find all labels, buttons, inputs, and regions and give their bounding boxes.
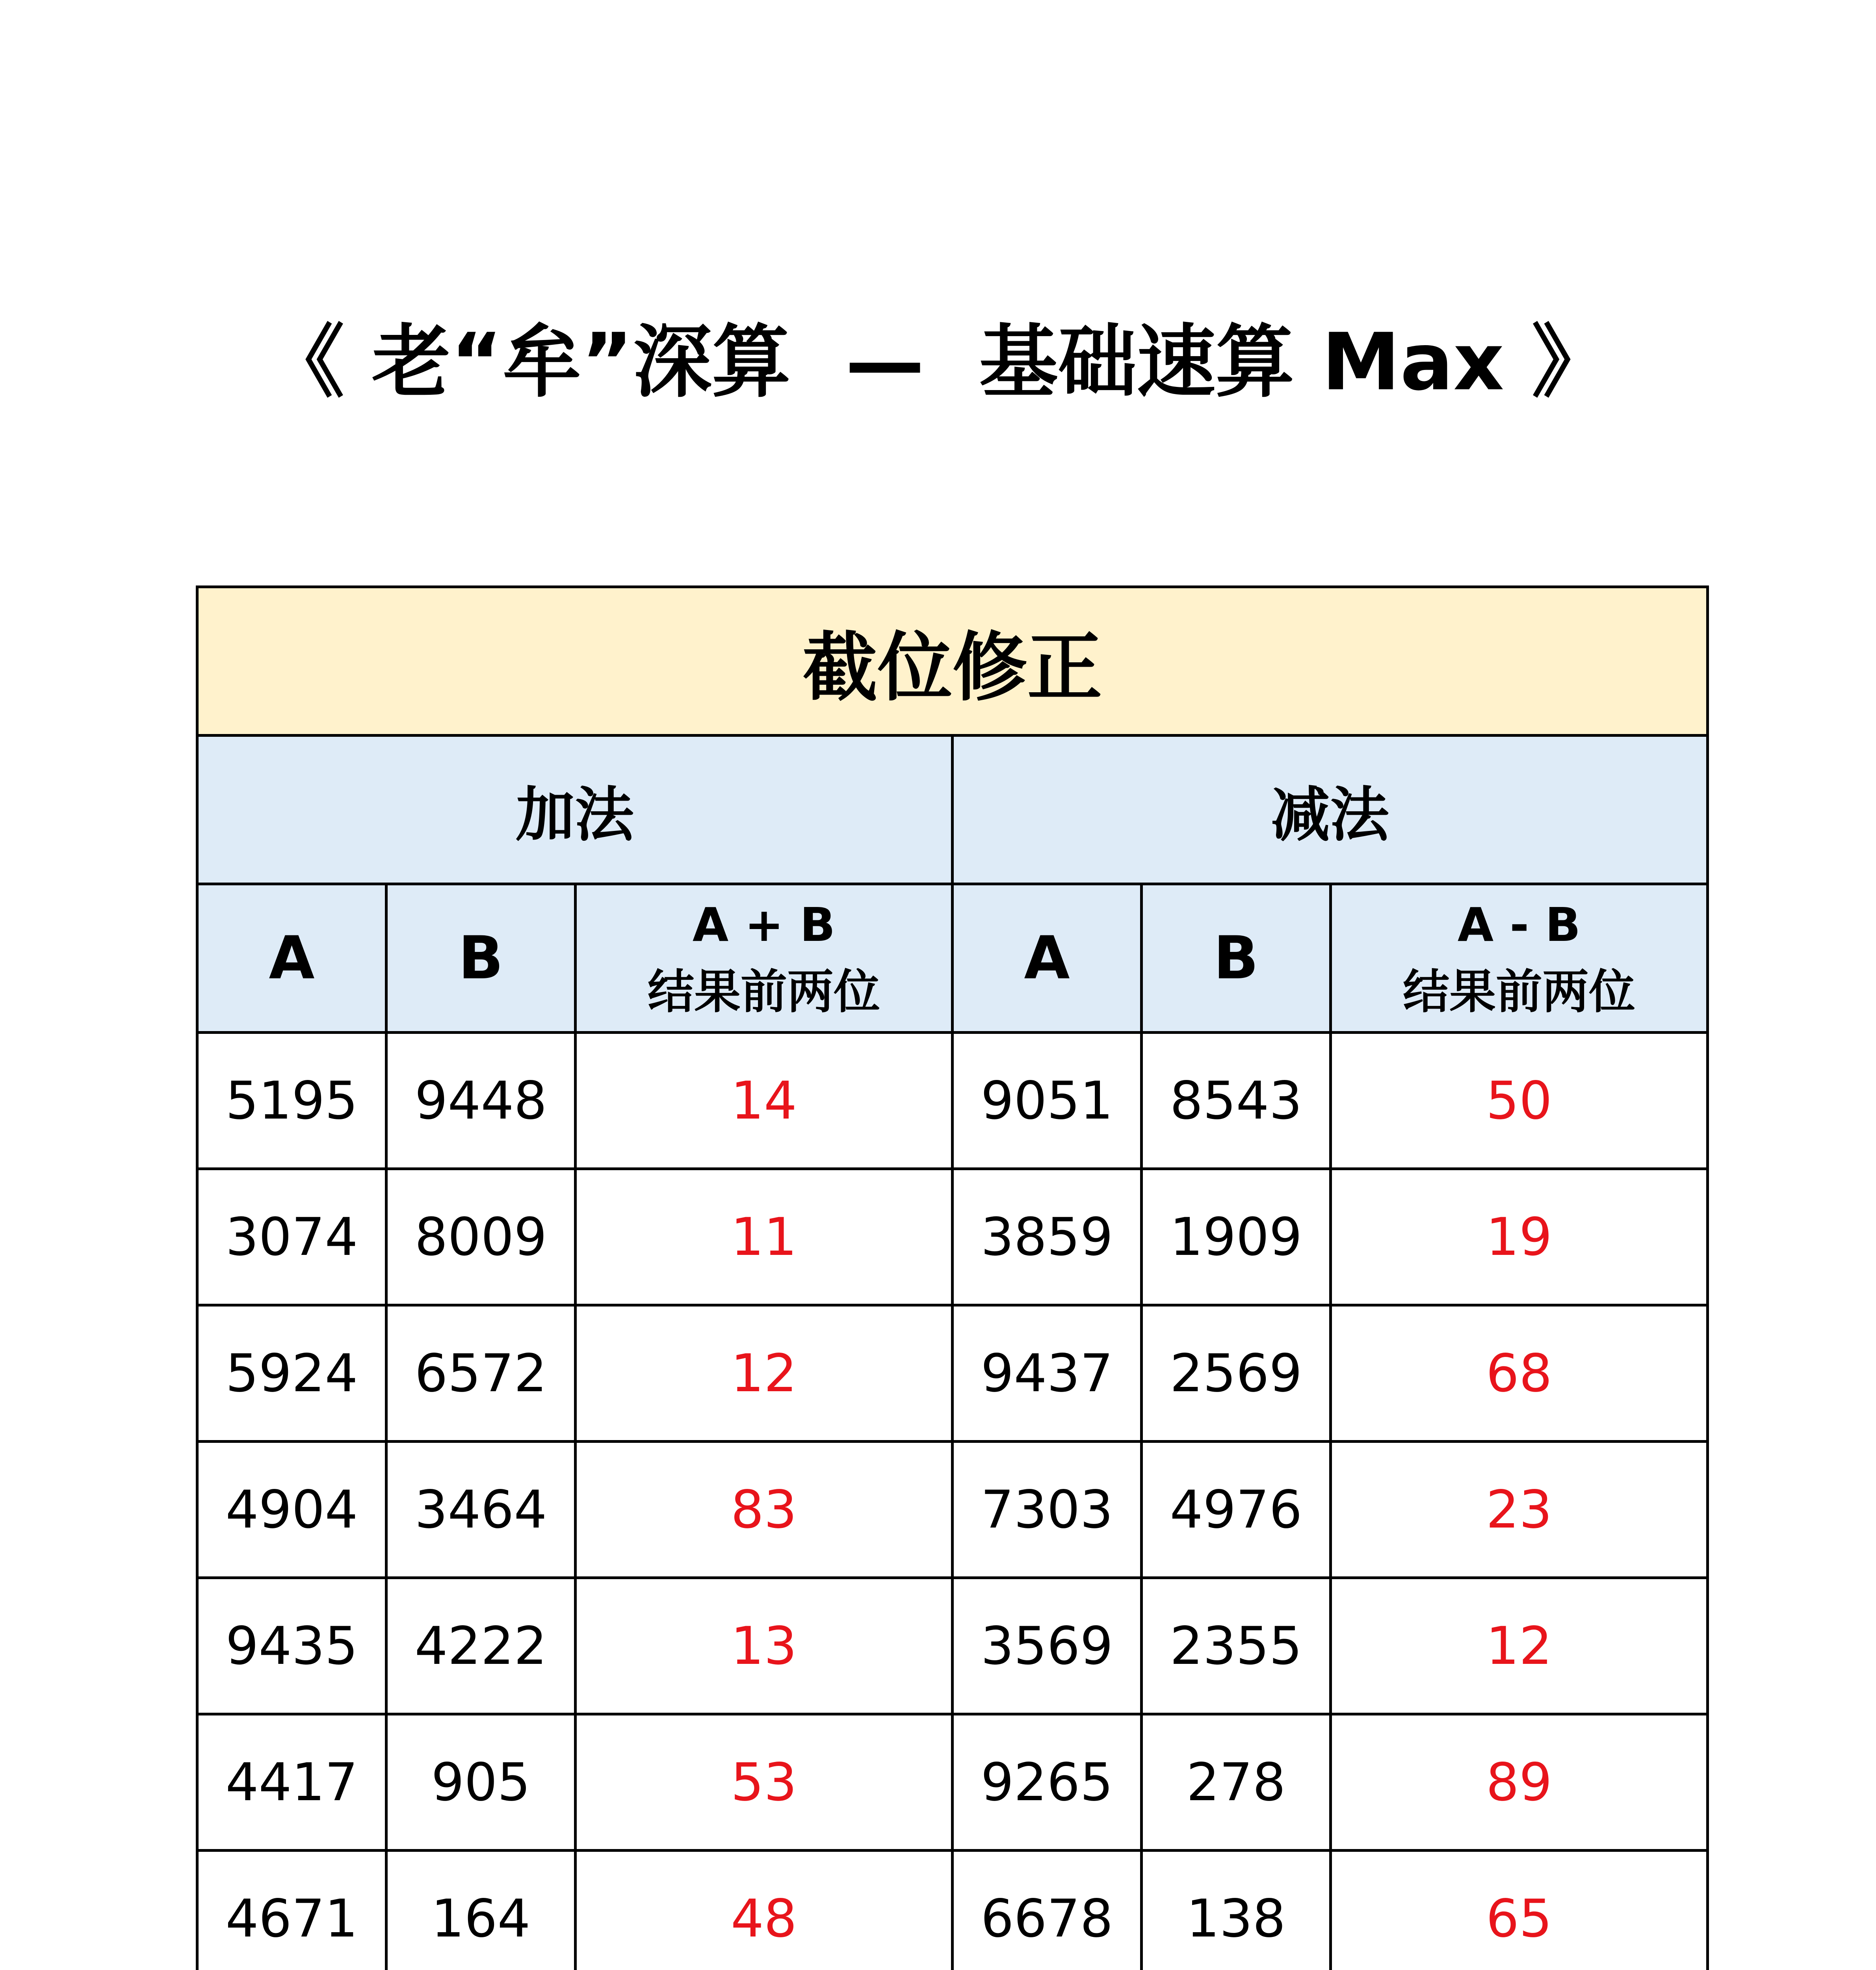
subtraction-result-cell: 89 bbox=[1331, 1714, 1708, 1851]
addition-b-cell: 3464 bbox=[386, 1442, 576, 1578]
page-title: 《 老“牟”深算 — 基础速算 Max 》 bbox=[266, 316, 1610, 408]
subtraction-b-cell: 8543 bbox=[1142, 1033, 1331, 1169]
addition-result-cell: 53 bbox=[576, 1714, 953, 1851]
addition-a-cell: 4904 bbox=[197, 1442, 386, 1578]
addition-result-cell: 11 bbox=[576, 1169, 953, 1305]
addition-b-cell: 8009 bbox=[386, 1169, 576, 1305]
addition-b-cell: 4222 bbox=[386, 1578, 576, 1714]
addition-b-cell: 9448 bbox=[386, 1033, 576, 1169]
table-row bbox=[197, 1305, 1708, 1442]
subtraction-b-cell: 138 bbox=[1142, 1851, 1331, 1970]
subtraction-result-formula: A - B bbox=[1457, 898, 1581, 952]
subtraction-b-cell: 278 bbox=[1142, 1714, 1331, 1851]
addition-b-cell: 6572 bbox=[386, 1305, 576, 1442]
addition-a-cell: 5924 bbox=[197, 1305, 386, 1442]
addition-result-cell: 13 bbox=[576, 1578, 953, 1714]
drill-table bbox=[196, 585, 1709, 1970]
addition-result-formula: A + B bbox=[692, 898, 836, 952]
addition-result-cell: 12 bbox=[576, 1305, 953, 1442]
subtraction-a-cell: 9437 bbox=[953, 1305, 1142, 1442]
table-row bbox=[197, 1714, 1708, 1851]
subtraction-result-cell: 23 bbox=[1331, 1442, 1708, 1578]
addition-b-cell: 164 bbox=[386, 1851, 576, 1970]
subtraction-b-cell: 2569 bbox=[1142, 1305, 1331, 1442]
addition-col-b-header: B bbox=[386, 884, 576, 1033]
subtraction-a-cell: 7303 bbox=[953, 1442, 1142, 1578]
subtraction-result-cell: 19 bbox=[1331, 1169, 1708, 1305]
subtraction-result-cell: 50 bbox=[1331, 1033, 1708, 1169]
addition-b-cell: 905 bbox=[386, 1714, 576, 1851]
subtraction-a-cell: 3569 bbox=[953, 1578, 1142, 1714]
column-header-row bbox=[197, 884, 1708, 1033]
drill-table-body bbox=[197, 587, 1708, 1970]
subtraction-header: 减法 bbox=[953, 736, 1708, 884]
subtraction-result-cell: 65 bbox=[1331, 1851, 1708, 1970]
subtraction-a-cell: 6678 bbox=[953, 1851, 1142, 1970]
addition-result-header bbox=[576, 884, 953, 1033]
subtraction-col-a-header: A bbox=[953, 884, 1142, 1033]
subtraction-b-cell: 1909 bbox=[1142, 1169, 1331, 1305]
table-row bbox=[197, 1169, 1708, 1305]
addition-a-cell: 4671 bbox=[197, 1851, 386, 1970]
addition-result-cell: 48 bbox=[576, 1851, 953, 1970]
addition-a-cell: 4417 bbox=[197, 1714, 386, 1851]
subtraction-b-cell: 2355 bbox=[1142, 1578, 1331, 1714]
subtraction-result-cell: 12 bbox=[1331, 1578, 1708, 1714]
table-banner: 截位修正 bbox=[197, 587, 1708, 736]
subtraction-result-cell: 68 bbox=[1331, 1305, 1708, 1442]
table-row bbox=[197, 1033, 1708, 1169]
table-row bbox=[197, 1442, 1708, 1578]
addition-a-cell: 9435 bbox=[197, 1578, 386, 1714]
addition-result-cell: 83 bbox=[576, 1442, 953, 1578]
addition-a-cell: 3074 bbox=[197, 1169, 386, 1305]
addition-a-cell: 5195 bbox=[197, 1033, 386, 1169]
addition-col-a-header: A bbox=[197, 884, 386, 1033]
addition-header: 加法 bbox=[197, 736, 953, 884]
subtraction-a-cell: 3859 bbox=[953, 1169, 1142, 1305]
operation-header-row bbox=[197, 736, 1708, 884]
table-row bbox=[197, 1578, 1708, 1714]
subtraction-a-cell: 9051 bbox=[953, 1033, 1142, 1169]
addition-result-caption: 结果前两位 bbox=[647, 965, 880, 1019]
subtraction-b-cell: 4976 bbox=[1142, 1442, 1331, 1578]
table-row bbox=[197, 1851, 1708, 1970]
subtraction-result-header bbox=[1331, 884, 1708, 1033]
banner-row bbox=[197, 587, 1708, 736]
subtraction-a-cell: 9265 bbox=[953, 1714, 1142, 1851]
addition-result-cell: 14 bbox=[576, 1033, 953, 1169]
subtraction-result-caption: 结果前两位 bbox=[1403, 965, 1636, 1019]
subtraction-col-b-header: B bbox=[1142, 884, 1331, 1033]
